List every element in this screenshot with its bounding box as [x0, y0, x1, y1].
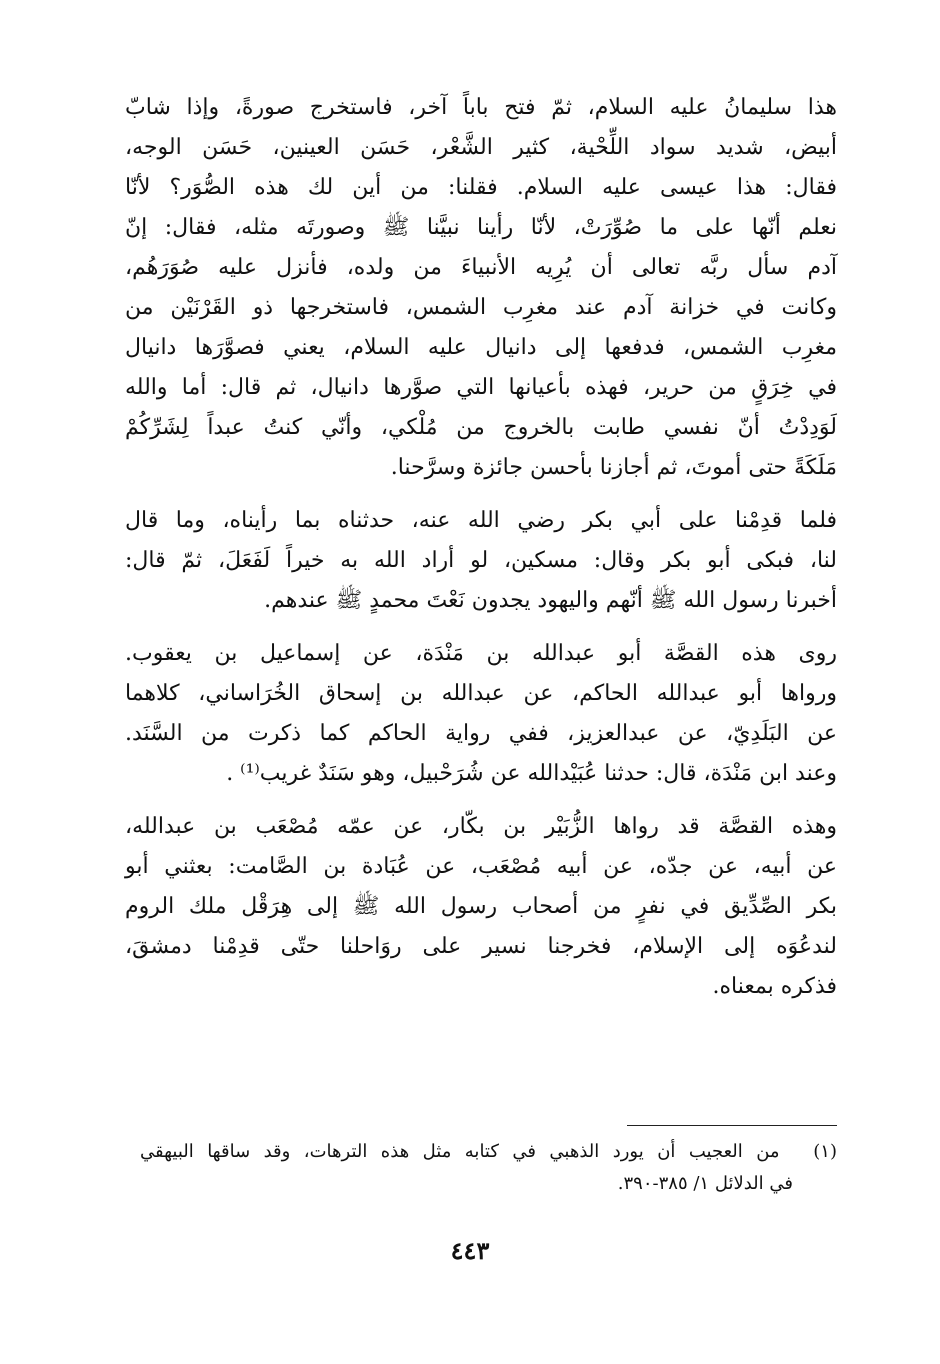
- text-line: أبيض، شديد سواد اللِّحْية، كثير الشَّعْر، حَسَن العينين، حَسَن الوجه،: [125, 135, 837, 160]
- text-line: وكانت في خزانة آدم عند مغرِب الشمس، فاستخرجها ذو القَرْنَيْن من: [125, 295, 837, 320]
- text-line: عن أبيه، عن جدّه، عن أبيه مُصْعَب، عن عُبَادة بن الصَّامت: بعثني أبو: [125, 854, 837, 879]
- text-line: بكر الصِّدِّيق في نفرٍ من أصحاب رسول الله ﷺ إلى هِرَقْل ملك الروم: [125, 894, 837, 919]
- main-text: [125, 88, 837, 1007]
- page-number: ٤٤٣: [450, 1236, 490, 1265]
- text-line: مغرِب الشمس، فدفعها إلى دانيال عليه السلام، يعني فصوَّرَها دانيال: [125, 335, 837, 360]
- paragraph: [125, 807, 837, 1007]
- text-line: أخبرنا رسول الله ﷺ أنّهم واليهود يجدون نَعْتَ محمدٍ ﷺ عندهم.: [264, 588, 837, 613]
- text-line: وعند ابن مَنْدَة، قال: حدثنا عُبَيْدالله عن شُرَحْبيل، وهو سَنَدٌ غريب⁽¹⁾ .: [226, 761, 837, 786]
- footnote-line: [140, 1136, 837, 1168]
- paragraph: [125, 634, 837, 794]
- footnote-text: من العجيب أن يورد الذهبي في كتابه مثل هذه الترهات، وقد ساقها البيهقي: [140, 1141, 780, 1162]
- footnote: [140, 1136, 837, 1200]
- text-line: هذا سليمانُ عليه السلام، ثمّ فتح باباً آخر، فاستخرج صورةً، وإذا شابّ: [125, 95, 837, 120]
- footnote-separator: [627, 1125, 837, 1126]
- footnote-marker: (١): [813, 1141, 837, 1162]
- text-line: آدم سأل ربَّه تعالى أن يُرِيه الأنبياءَ من ولده، فأنزل عليه صُوَرَهُم،: [125, 255, 837, 280]
- text-line: وهذه القصَّة قد رواها الزُّبَيْر بن بكّار، عن عمّه مُصْعَب بن عبدالله،: [125, 814, 837, 839]
- text-line: نعلم أنّها على ما صُوِّرَتْ، لأنّا رأينا نبيَّنا ﷺ وصورتَه مثله، فقال: إنّ: [125, 215, 837, 240]
- text-line: لَوَدِدْتُ أنّ نفسي طابت بالخروج من مُلْكي، وأنّي كنتُ عبداً لِشَرِّكُمْ: [125, 415, 837, 440]
- text-line: فذكره بمعناه.: [712, 974, 837, 999]
- text-line: لندعُوَه إلى الإسلام، فخرجنا نسير على روَاحلنا حتّى قدِمْنا دمشقَ،: [125, 934, 837, 959]
- text-line: ورواها أبو عبدالله الحاكم، عن عبدالله بن إسحاق الخُرَاساني، كلاهما: [125, 681, 837, 706]
- text-line: في خِرَقٍ من حرير، فهذه بأعيانها التي صوَّرها دانيال، ثم قال: أما والله: [125, 375, 837, 400]
- text-line: فلما قدِمْنا على أبي بكر رضي الله عنه، حدثناه بما رأيناه، وما قال: [125, 508, 837, 533]
- text-line: فقال: هذا عيسى عليه السلام. فقلنا: من أين لك هذه الصُّوَر؟ لأنّا: [125, 175, 837, 200]
- paragraph: [125, 501, 837, 621]
- footnote-line: في الدلائل ١/ ٣٨٥-٣٩٠.: [617, 1173, 793, 1194]
- text-line: لنا، فبكى أبو بكر وقال: مسكين، لو أراد الله به خيراً لَفَعَلَ، ثمّ قال:: [125, 548, 837, 573]
- text-line: عن البَلَدِيّ، عن عبدالعزيز، ففي رواية الحاكم كما ذكرت من السَّنَد.: [125, 721, 837, 746]
- text-line: روى هذه القصَّة أبو عبدالله بن مَنْدَة، عن إسماعيل بن يعقوب.: [125, 641, 837, 666]
- paragraph: [125, 88, 837, 488]
- text-line: مَلَكَةً حتى أموتَ، ثم أجازنا بأحسن جائزة وسرَّحنا.: [390, 455, 837, 480]
